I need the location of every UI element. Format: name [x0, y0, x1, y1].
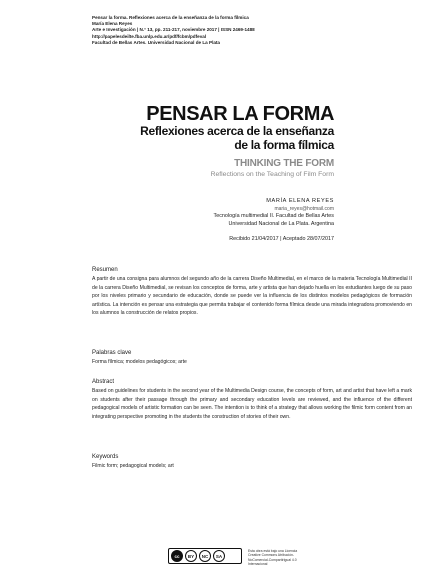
english-subtitle: Reflections on the Teaching of Film Form [210, 171, 334, 178]
abstract-body: Based on guidelines for students in the second year of the Multimedia Design course, the concepts of form, art and artist that have left a mark on students after their passage through the primary and secondary education levels are reviewed, and the influence of the different pedagogical models of artistic formation can be seen. The intention is to think of a strategy that allows working the filmic form content from an integrating perspective promoting in the students the construction of stories of their own. [92, 388, 412, 420]
resumen-heading: Resumen [92, 267, 118, 273]
resumen-section [92, 266, 412, 318]
cc-license-box [168, 548, 242, 564]
license-text-line: Creative Commons Atribución- [248, 553, 294, 558]
author-affiliation-2: Universidad Nacional de La Plata. Argentina [228, 220, 334, 227]
header-line: Arte e Investigación | N.° 13, pp. 211-217, noviembre 2017 | ISSN 2469-1488 [92, 27, 255, 33]
palabras-clave-section [92, 349, 412, 367]
author-block [92, 198, 334, 244]
palabras-clave-body: Forma fílmica; modelos pedagógicos; arte [92, 359, 187, 365]
resumen-body: A partir de una consigna para alumnos del segundo año de la carrera Diseño Multimedial, en el marco de la materia Tecnología Multimedial II de la carrera Diseño Multimedial, se revisan los conceptos de forma, arte y artista que han dejado huella en los estudiantes luego de su paso por los niveles primario y secundario de educación, donde se puede ver la influencia de los distintos modelos pedagógicos de formación artística. La intención es pensar una estrategia que permita trabajar el contenido forma fílmica desde una mirada integradora promoviendo en los alumnos la construcción de relatos propios. [92, 276, 412, 317]
sa-icon: SA [213, 550, 225, 562]
palabras-clave-heading: Palabras clave [92, 350, 132, 356]
paper-subtitle-line-1: Reflexiones acerca de la enseñanza [140, 124, 334, 138]
license-text-line: NoComercial-CompartirIgual 4.0 [248, 557, 297, 562]
abstract-heading: Abstract [92, 379, 115, 385]
header-line: María Elena Reyes [92, 21, 133, 27]
license-badge[interactable] [168, 548, 242, 564]
license-text [248, 549, 388, 567]
received-accepted-dates: Recibido 21/04/2017 | Aceptado 28/07/2017 [229, 236, 334, 243]
cc-icon: cc [171, 550, 183, 562]
keywords-body: Filmic form; pedagogical models; art [92, 463, 174, 469]
english-title: THINKING THE FORM [234, 158, 334, 169]
author-name: MARÍA ELENA REYES [266, 198, 334, 204]
by-icon: BY [185, 550, 197, 562]
keywords-heading: Keywords [92, 454, 119, 460]
header-line: Pensar la forma. Reflexiones acerca de la enseñanza de la forma fílmica [92, 15, 249, 20]
header-line: Facultad de Bellas Artes. Universidad Nacional de La Plata [92, 39, 220, 45]
header-line-link[interactable]: http://papelesdeilte.fba.unlp.edu.ar/pdf/fcbm/pdfeval [92, 33, 207, 39]
license-text-line: Esta obra está bajo una Licencia [248, 549, 298, 553]
keywords-section [92, 453, 412, 471]
nc-icon: NC [199, 550, 211, 562]
license-text-line: Internacional [248, 562, 268, 567]
paper-title: PENSAR LA FORMA [146, 103, 334, 125]
journal-header [92, 15, 412, 46]
paper-subtitle-line-2: de la forma fílmica [234, 138, 334, 152]
author-email[interactable]: maria_reyes@hotmail.com [274, 205, 334, 212]
title-block [92, 104, 334, 179]
author-affiliation-1: Tecnología multimedial II. Facultad de Bellas Artes [213, 213, 334, 220]
abstract-section [92, 378, 412, 421]
